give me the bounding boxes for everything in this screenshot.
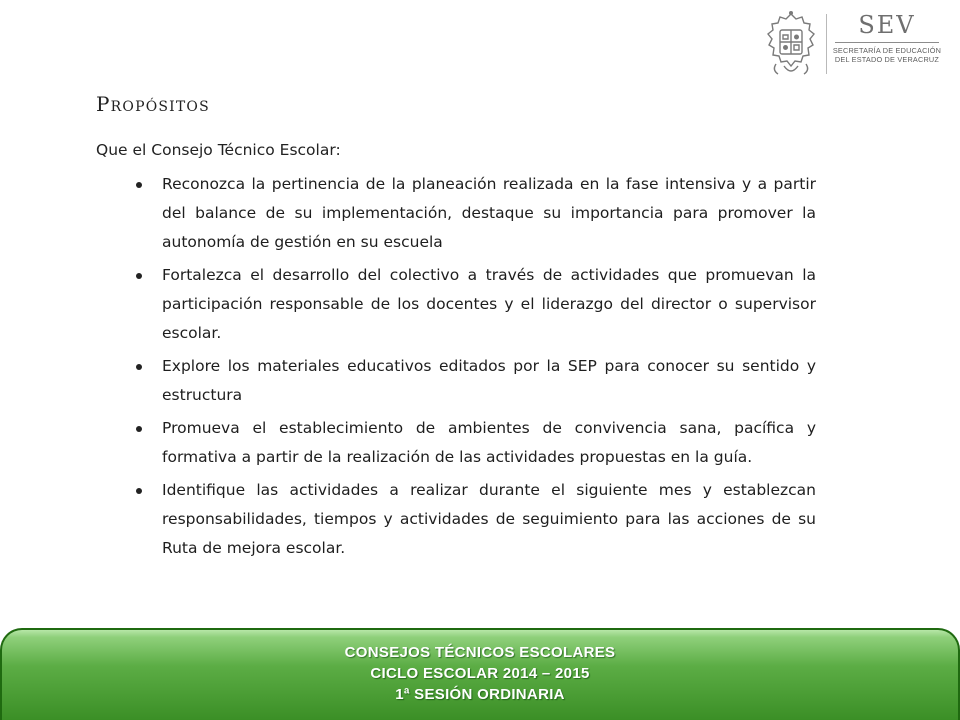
- list-item: [136, 476, 816, 563]
- bullet-icon: [136, 364, 142, 370]
- list-item: [136, 414, 816, 472]
- sev-logo-text: SEV: [858, 11, 916, 39]
- list-item: [136, 352, 816, 410]
- sev-logo: [832, 12, 942, 64]
- page-title: Propósitos: [96, 92, 210, 116]
- logo-divider: [826, 14, 827, 74]
- list-item-text: Explore los materiales educativos editados por la SEP para conocer su sentido y estructura: [162, 357, 816, 404]
- bullet-icon: [136, 488, 142, 494]
- list-item: [136, 261, 816, 348]
- bullet-icon: [136, 426, 142, 432]
- bullet-icon: [136, 182, 142, 188]
- bullet-icon: [136, 273, 142, 279]
- sev-logo-subtitle-1: SECRETARÍA DE EDUCACIÓN: [832, 46, 942, 55]
- sev-logo-rule: [835, 42, 939, 43]
- footer-line-2: CICLO ESCOLAR 2014 – 2015: [370, 665, 590, 682]
- list-item-text: Reconozca la pertinencia de la planeación realizada en la fase intensiva y a partir del balance de su implementación, destaque su importancia para promover la autonomía de gestión en su escuela: [162, 175, 816, 251]
- list-item-text: Fortalezca el desarrollo del colectivo a través de actividades que promuevan la participación responsable de los docentes y el liderazgo del director o supervisor escolar.: [162, 266, 816, 342]
- list-item-text: Identifique las actividades a realizar durante el siguiente mes y establezcan responsabilidades, tiempos y actividades de seguimiento para las acciones de su Ruta de mejora escolar.: [162, 481, 816, 557]
- list-item: [136, 170, 816, 257]
- header-logo: [758, 8, 948, 80]
- veracruz-coat-of-arms-icon: [762, 10, 820, 78]
- purposes-list: [136, 170, 816, 567]
- list-item-text: Promueva el establecimiento de ambientes de convivencia sana, pacífica y formativa a partir de la realización de las actividades propuestas en la guía.: [162, 419, 816, 466]
- footer-line-3: 1ª SESIÓN ORDINARIA: [395, 686, 565, 703]
- footer-line-1: CONSEJOS TÉCNICOS ESCOLARES: [344, 644, 616, 661]
- sev-logo-subtitle-2: DEL ESTADO DE VERACRUZ: [834, 55, 940, 64]
- footer-banner: [0, 628, 960, 720]
- intro-text: Que el Consejo Técnico Escolar:: [96, 141, 341, 159]
